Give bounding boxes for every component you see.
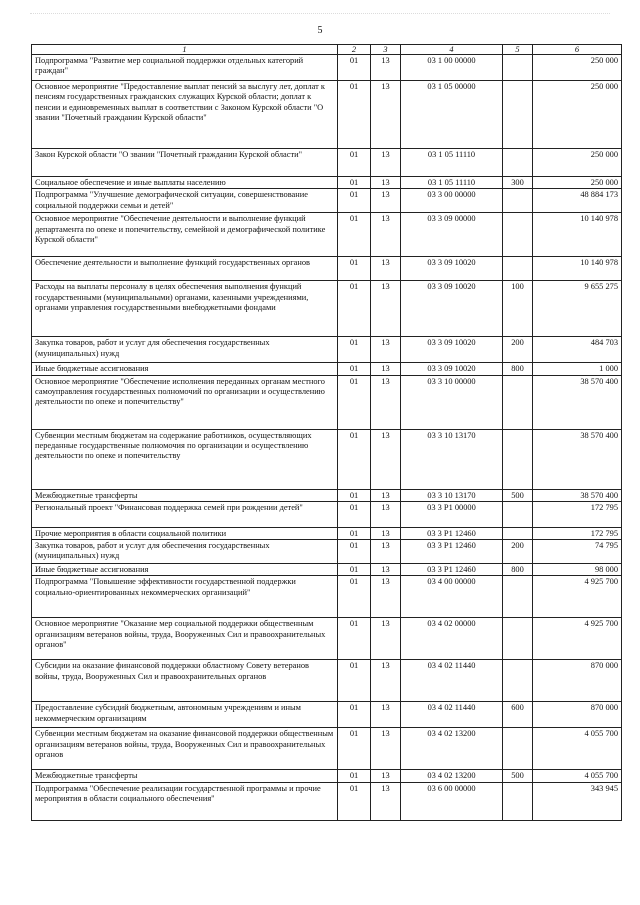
row-section-cell: 01 — [338, 702, 371, 728]
row-name-cell: Основное мероприятие "Оказание мер социальной поддержки общественным организациям ветеранов войны, труда, Вооруженных Сил и правоохранительных органов" — [32, 618, 338, 660]
row-section-cell: 01 — [338, 489, 371, 501]
table-row — [32, 702, 622, 728]
budget-table — [31, 44, 622, 821]
row-target-code-cell: 03 3 09 10020 — [401, 363, 503, 375]
table-row — [32, 337, 622, 363]
row-subsection-cell: 13 — [371, 540, 401, 564]
row-expense-type-cell — [503, 429, 533, 489]
row-subsection-cell: 13 — [371, 564, 401, 576]
row-target-code-cell: 03 1 05 00000 — [401, 81, 503, 149]
row-amount-cell: 172 795 — [533, 501, 622, 527]
row-amount-cell: 870 000 — [533, 702, 622, 728]
row-section-cell: 01 — [338, 429, 371, 489]
row-subsection-cell: 13 — [371, 576, 401, 618]
row-amount-cell: 10 140 978 — [533, 257, 622, 281]
row-amount-cell: 172 795 — [533, 527, 622, 539]
row-subsection-cell: 13 — [371, 489, 401, 501]
row-name-cell: Подпрограмма "Улучшение демографической ситуации, совершенствование социальной поддержки семьи и детей" — [32, 189, 338, 213]
row-section-cell: 01 — [338, 782, 371, 820]
row-name-cell: Субвенции местным бюджетам на содержание работников, осуществляющих переданные государственные полномочия по организации и осуществлению деятельности по опеке и попечительству — [32, 429, 338, 489]
table-row — [32, 257, 622, 281]
row-name-cell: Социальное обеспечение и иные выплаты населению — [32, 177, 338, 189]
row-section-cell: 01 — [338, 375, 371, 429]
table-row — [32, 281, 622, 337]
row-subsection-cell: 13 — [371, 782, 401, 820]
row-expense-type-cell — [503, 55, 533, 81]
table-row — [32, 564, 622, 576]
row-section-cell: 01 — [338, 660, 371, 702]
page-number: 5 — [317, 25, 323, 36]
header-cell-3: 3 — [371, 45, 401, 55]
row-subsection-cell: 13 — [371, 363, 401, 375]
row-expense-type-cell — [503, 257, 533, 281]
row-target-code-cell: 03 3 10 13170 — [401, 489, 503, 501]
row-amount-cell: 74 795 — [533, 540, 622, 564]
row-expense-type-cell — [503, 660, 533, 702]
row-target-code-cell: 03 1 00 00000 — [401, 55, 503, 81]
row-amount-cell: 1 000 — [533, 363, 622, 375]
row-subsection-cell: 13 — [371, 337, 401, 363]
row-amount-cell: 250 000 — [533, 177, 622, 189]
row-name-cell: Иные бюджетные ассигнования — [32, 363, 338, 375]
scan-noise — [30, 13, 610, 20]
row-expense-type-cell — [503, 213, 533, 257]
row-name-cell: Подпрограмма "Развитие мер социальной поддержки отдельных категорий граждан" — [32, 55, 338, 81]
row-amount-cell: 9 655 275 — [533, 281, 622, 337]
row-amount-cell: 484 703 — [533, 337, 622, 363]
table-row — [32, 527, 622, 539]
row-target-code-cell: 03 3 09 00000 — [401, 213, 503, 257]
row-target-code-cell: 03 3 P1 12460 — [401, 564, 503, 576]
row-name-cell: Межбюджетные трансферты — [32, 770, 338, 782]
row-amount-cell: 38 570 400 — [533, 429, 622, 489]
row-amount-cell: 38 570 400 — [533, 375, 622, 429]
row-expense-type-cell — [503, 728, 533, 770]
row-target-code-cell: 03 3 00 00000 — [401, 189, 503, 213]
header-cell-1: 1 — [32, 45, 338, 55]
row-section-cell: 01 — [338, 213, 371, 257]
table-row — [32, 363, 622, 375]
row-expense-type-cell — [503, 189, 533, 213]
table-row — [32, 375, 622, 429]
table-row — [32, 770, 622, 782]
row-subsection-cell: 13 — [371, 501, 401, 527]
header-cell-2: 2 — [338, 45, 371, 55]
row-target-code-cell: 03 4 00 00000 — [401, 576, 503, 618]
row-amount-cell: 250 000 — [533, 149, 622, 177]
row-target-code-cell: 03 4 02 11440 — [401, 702, 503, 728]
row-section-cell: 01 — [338, 55, 371, 81]
row-amount-cell: 4 055 700 — [533, 728, 622, 770]
row-expense-type-cell — [503, 576, 533, 618]
row-section-cell: 01 — [338, 177, 371, 189]
table-row — [32, 501, 622, 527]
row-amount-cell: 10 140 978 — [533, 213, 622, 257]
row-target-code-cell: 03 4 02 11440 — [401, 660, 503, 702]
table-row — [32, 576, 622, 618]
row-section-cell: 01 — [338, 257, 371, 281]
row-name-cell: Закупка товаров, работ и услуг для обеспечения государственных (муниципальных) нужд — [32, 540, 338, 564]
row-name-cell: Основное мероприятие "Обеспечение деятельности и выполнение функций департамента по опеке и попечительству, семейной и демографической политике Курской области" — [32, 213, 338, 257]
row-subsection-cell: 13 — [371, 189, 401, 213]
row-name-cell: Субвенции местным бюджетам на оказание финансовой поддержки общественным организациям ветеранов войны, труда, Вооруженных Сил и правоохранительных органов — [32, 728, 338, 770]
row-expense-type-cell: 800 — [503, 564, 533, 576]
row-target-code-cell: 03 3 10 13170 — [401, 429, 503, 489]
row-subsection-cell: 13 — [371, 770, 401, 782]
header-cell-4: 4 — [401, 45, 503, 55]
row-target-code-cell: 03 3 P1 12460 — [401, 527, 503, 539]
row-amount-cell: 38 570 400 — [533, 489, 622, 501]
table-row — [32, 489, 622, 501]
row-name-cell: Предоставление субсидий бюджетным, автономным учреждениям и иным некоммерческим организациям — [32, 702, 338, 728]
table-row — [32, 782, 622, 820]
row-section-cell: 01 — [338, 363, 371, 375]
row-target-code-cell: 03 6 00 00000 — [401, 782, 503, 820]
row-expense-type-cell — [503, 375, 533, 429]
table-body — [32, 55, 622, 821]
row-expense-type-cell: 500 — [503, 489, 533, 501]
row-name-cell: Прочие мероприятия в области социальной политики — [32, 527, 338, 539]
table-row — [32, 660, 622, 702]
header-row — [32, 45, 622, 55]
header-cell-6: 6 — [533, 45, 622, 55]
row-name-cell: Закупка товаров, работ и услуг для обеспечения государственных (муниципальных) нужд — [32, 337, 338, 363]
row-expense-type-cell — [503, 618, 533, 660]
row-section-cell: 01 — [338, 770, 371, 782]
row-subsection-cell: 13 — [371, 281, 401, 337]
row-name-cell: Подпрограмма "Обеспечение реализации государственной программы и прочие мероприятия в области социального обеспечения" — [32, 782, 338, 820]
row-amount-cell: 250 000 — [533, 81, 622, 149]
row-name-cell: Основное мероприятие "Обеспечение исполнения переданных органам местного самоуправления государственных полномочий по организации и осуществлению деятельности по опеке и попечительству" — [32, 375, 338, 429]
row-name-cell: Иные бюджетные ассигнования — [32, 564, 338, 576]
row-subsection-cell: 13 — [371, 660, 401, 702]
row-expense-type-cell: 500 — [503, 770, 533, 782]
table-row — [32, 540, 622, 564]
table-row — [32, 149, 622, 177]
row-amount-cell: 98 000 — [533, 564, 622, 576]
row-amount-cell: 4 055 700 — [533, 770, 622, 782]
table-row — [32, 177, 622, 189]
row-section-cell: 01 — [338, 281, 371, 337]
row-name-cell: Основное мероприятие "Предоставление выплат пенсий за выслугу лет, доплат к пенсиям государственных гражданских служащих Курской области; доплат к пенсии и единовременных выплат в соответствии с Законом Курской области "О звании "Почетный гражданин Курской области" — [32, 81, 338, 149]
table-row — [32, 618, 622, 660]
row-amount-cell: 870 000 — [533, 660, 622, 702]
row-amount-cell: 250 000 — [533, 55, 622, 81]
row-expense-type-cell: 300 — [503, 177, 533, 189]
table-row — [32, 429, 622, 489]
row-expense-type-cell — [503, 527, 533, 539]
row-section-cell: 01 — [338, 149, 371, 177]
row-subsection-cell: 13 — [371, 375, 401, 429]
row-expense-type-cell: 200 — [503, 337, 533, 363]
row-expense-type-cell — [503, 501, 533, 527]
row-section-cell: 01 — [338, 576, 371, 618]
table-row — [32, 213, 622, 257]
row-name-cell: Региональный проект "Финансовая поддержка семей при рождении детей" — [32, 501, 338, 527]
table-row — [32, 81, 622, 149]
row-amount-cell: 48 884 173 — [533, 189, 622, 213]
row-target-code-cell: 03 3 P1 00000 — [401, 501, 503, 527]
row-expense-type-cell — [503, 782, 533, 820]
row-name-cell: Расходы на выплаты персоналу в целях обеспечения выполнения функций государственными (муниципальными) органами, казенными учреждениями, органами управления государственными внебюджетными фондами — [32, 281, 338, 337]
row-amount-cell: 343 945 — [533, 782, 622, 820]
row-subsection-cell: 13 — [371, 527, 401, 539]
row-target-code-cell: 03 4 02 13200 — [401, 770, 503, 782]
row-section-cell: 01 — [338, 564, 371, 576]
row-subsection-cell: 13 — [371, 55, 401, 81]
row-subsection-cell: 13 — [371, 177, 401, 189]
row-amount-cell: 4 925 700 — [533, 576, 622, 618]
row-name-cell: Подпрограмма "Повышение эффективности государственной поддержки социально-ориентированных некоммерческих организаций" — [32, 576, 338, 618]
row-section-cell: 01 — [338, 527, 371, 539]
row-subsection-cell: 13 — [371, 702, 401, 728]
row-target-code-cell: 03 3 10 00000 — [401, 375, 503, 429]
row-section-cell: 01 — [338, 540, 371, 564]
row-target-code-cell: 03 4 02 00000 — [401, 618, 503, 660]
row-expense-type-cell — [503, 149, 533, 177]
row-target-code-cell: 03 3 P1 12460 — [401, 540, 503, 564]
row-section-cell: 01 — [338, 618, 371, 660]
row-subsection-cell: 13 — [371, 728, 401, 770]
row-target-code-cell: 03 1 05 11110 — [401, 149, 503, 177]
row-amount-cell: 4 925 700 — [533, 618, 622, 660]
row-expense-type-cell: 100 — [503, 281, 533, 337]
row-section-cell: 01 — [338, 189, 371, 213]
row-expense-type-cell — [503, 81, 533, 149]
row-subsection-cell: 13 — [371, 618, 401, 660]
row-name-cell: Обеспечение деятельности и выполнение функций государственных органов — [32, 257, 338, 281]
table-row — [32, 728, 622, 770]
header-cell-5: 5 — [503, 45, 533, 55]
row-subsection-cell: 13 — [371, 81, 401, 149]
row-expense-type-cell: 200 — [503, 540, 533, 564]
row-name-cell: Межбюджетные трансферты — [32, 489, 338, 501]
row-name-cell: Закон Курской области "О звании "Почетный гражданин Курской области" — [32, 149, 338, 177]
row-expense-type-cell: 800 — [503, 363, 533, 375]
row-expense-type-cell: 600 — [503, 702, 533, 728]
row-target-code-cell: 03 3 09 10020 — [401, 257, 503, 281]
row-section-cell: 01 — [338, 501, 371, 527]
row-name-cell: Субсидии на оказание финансовой поддержки областному Совету ветеранов войны, труда, Вооруженных Сил и правоохранительных органов — [32, 660, 338, 702]
table-row — [32, 55, 622, 81]
row-section-cell: 01 — [338, 337, 371, 363]
row-target-code-cell: 03 3 09 10020 — [401, 281, 503, 337]
row-subsection-cell: 13 — [371, 213, 401, 257]
row-section-cell: 01 — [338, 81, 371, 149]
row-target-code-cell: 03 3 09 10020 — [401, 337, 503, 363]
table-row — [32, 189, 622, 213]
row-target-code-cell: 03 1 05 11110 — [401, 177, 503, 189]
row-section-cell: 01 — [338, 728, 371, 770]
row-subsection-cell: 13 — [371, 149, 401, 177]
row-subsection-cell: 13 — [371, 429, 401, 489]
row-target-code-cell: 03 4 02 13200 — [401, 728, 503, 770]
row-subsection-cell: 13 — [371, 257, 401, 281]
